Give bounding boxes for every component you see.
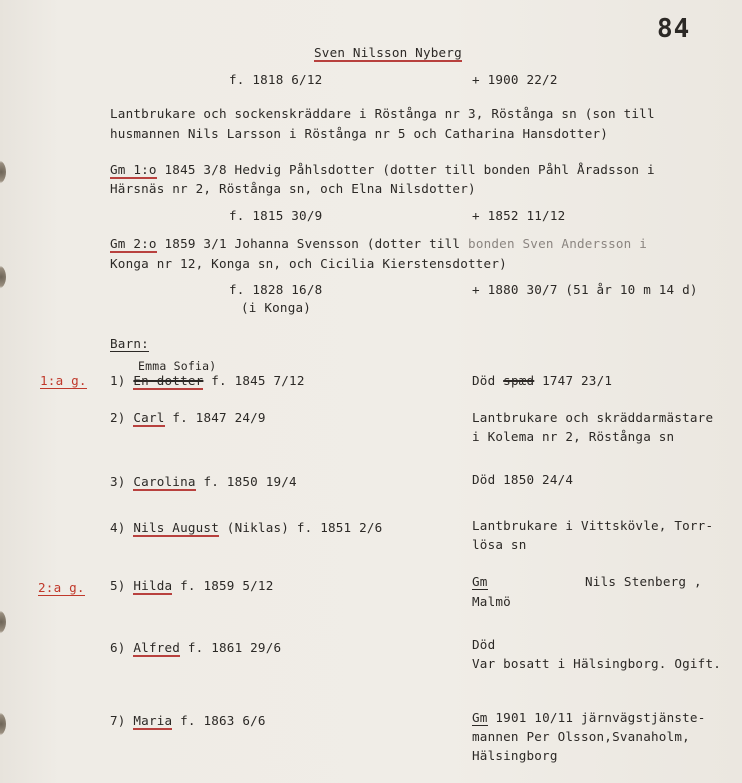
child-4-row [110, 520, 382, 535]
child-6-number: 6) [110, 640, 126, 655]
child-1-name: En dotter [133, 373, 204, 388]
page-number: 84 [657, 14, 691, 44]
child-5-number: 5) [110, 578, 126, 593]
child-5-info: Nils Stenberg , [585, 574, 702, 589]
child-3-info: Död 1850 24/4 [472, 472, 574, 487]
margin-note-second-marriage: 2:a g. [38, 580, 85, 595]
marriage-2-text: 1859 3/1 Johanna Svensson (dotter till [164, 236, 461, 251]
binder-hole [0, 265, 6, 289]
marriage-1-label: Gm 1:o [110, 162, 157, 177]
occupation-line-2: husmannen Nils Larsson i Röstånga nr 5 och Catharina Hansdotter) [110, 126, 609, 141]
child-4-info-2: lösa sn [472, 537, 527, 552]
child-2-info-2: i Kolema nr 2, Röstånga sn [472, 429, 675, 444]
child-2-name: Carl [133, 410, 165, 425]
child-1-name-correction: Emma Sofia) [138, 359, 217, 373]
child-6-born: f. 1861 29/6 [187, 640, 282, 655]
child-4-name-extra: (Niklas) [226, 520, 290, 535]
child-7-row [110, 713, 266, 728]
child-7-name: Maria [133, 713, 173, 728]
spouse-2-born-place: (i Konga) [241, 300, 312, 315]
child-7-info-line-1 [472, 710, 706, 725]
child-6-row [110, 640, 281, 655]
child-3-born: f. 1850 19/4 [203, 474, 297, 489]
child-2-born: f. 1847 24/9 [172, 410, 266, 425]
child-1-number: 1) [110, 373, 126, 388]
marriage-2-line-2: Konga nr 12, Konga sn, och Cicilia Kierstensdotter) [110, 256, 507, 271]
marriage-2-text-faint: bonden Sven Andersson i [468, 236, 648, 251]
marriage-2-label: Gm 2:o [110, 236, 157, 251]
marriage-1-line-1 [110, 162, 655, 177]
spouse-2-died: + 1880 30/7 (51 år 10 m 14 d) [472, 282, 698, 297]
binder-hole [0, 610, 6, 634]
child-7-info: 1901 10/11 järnvägstjänste- [495, 710, 706, 725]
person-died: + 1900 22/2 [472, 72, 558, 87]
child-2-row [110, 410, 266, 425]
child-3-name: Carolina [133, 474, 196, 489]
person-name: Sven Nilsson Nyberg [314, 45, 462, 60]
child-5-info-prefix: Gm [472, 574, 488, 589]
child-5-row [110, 578, 273, 593]
child-6-info: Död [472, 637, 496, 652]
child-4-number: 4) [110, 520, 126, 535]
child-7-info-3: Hälsingborg [472, 748, 558, 763]
child-1-row [110, 373, 305, 388]
marriage-1-line-2: Härsnäs nr 2, Röstånga sn, och Elna Nilsdotter) [110, 181, 476, 196]
margin-note-first-marriage: 1:a g. [40, 373, 87, 388]
spouse-2-born: f. 1828 16/8 [229, 282, 323, 297]
child-3-number: 3) [110, 474, 126, 489]
child-2-number: 2) [110, 410, 126, 425]
children-label: Barn: [110, 336, 149, 351]
child-7-info-2: mannen Per Olsson,Svanaholm, [472, 729, 690, 744]
spouse-1-born: f. 1815 30/9 [229, 208, 323, 223]
child-7-info-prefix: Gm [472, 710, 488, 725]
child-4-born: f. 1851 2/6 [296, 520, 383, 535]
marriage-1-text: 1845 3/8 Hedvig Påhlsdotter (dotter till bonden Påhl Åradsson i [164, 162, 655, 177]
child-3-row [110, 474, 297, 489]
child-1-info [472, 373, 612, 388]
child-1-info-date: 1747 23/1 [542, 373, 613, 388]
child-4-name: Nils August [133, 520, 219, 535]
child-6-info-2: Var bosatt i Hälsingborg. Ogift. [472, 656, 722, 671]
child-5-info-2: Malmö [472, 594, 511, 609]
child-7-born: f. 1863 6/6 [180, 713, 266, 728]
child-5-name: Hilda [133, 578, 173, 593]
child-1-info-prefix: Död [472, 373, 496, 388]
child-1-info-struck: spæd [503, 373, 535, 388]
child-7-number: 7) [110, 713, 126, 728]
person-born: f. 1818 6/12 [229, 72, 323, 87]
spouse-1-died: + 1852 11/12 [472, 208, 566, 223]
binder-hole [0, 712, 6, 736]
occupation-line-1: Lantbrukare och sockenskräddare i Röstånga nr 3, Röstånga sn (son till [110, 106, 655, 121]
child-5-born: f. 1859 5/12 [180, 578, 274, 593]
binder-hole [0, 160, 6, 184]
child-1-born: f. 1845 7/12 [211, 373, 305, 388]
child-2-info: Lantbrukare och skräddarmästare [472, 410, 714, 425]
marriage-2-line-1 [110, 236, 647, 251]
child-4-info: Lantbrukare i Vittskövle, Torr- [472, 518, 714, 533]
child-6-name: Alfred [133, 640, 181, 655]
